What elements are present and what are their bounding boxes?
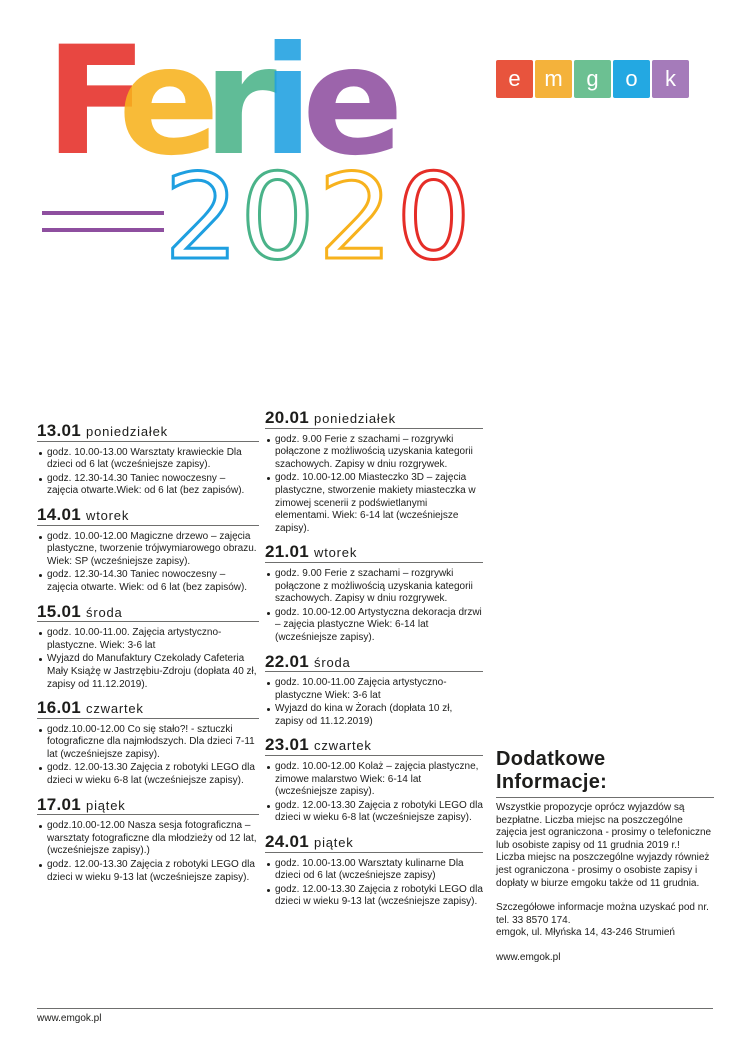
info-heading: Dodatkowe Informacje: bbox=[496, 748, 714, 798]
event-list bbox=[37, 724, 259, 788]
day-date: 24.01 bbox=[265, 832, 310, 852]
day-block bbox=[37, 421, 259, 498]
year-digit: 2 bbox=[318, 148, 394, 280]
info-box bbox=[496, 748, 714, 977]
info-paragraph-2: Szczegółowe informacje można uzyskać pod nr. tel. 33 8570 174. emgok, ul. Młyńska 14, 43-246 Strumień bbox=[496, 902, 709, 939]
logo-tile-m: m bbox=[535, 60, 572, 98]
year-digit: 0 bbox=[396, 148, 472, 280]
day-block bbox=[265, 651, 483, 729]
event-item: godz. 10.00-13.00 Warsztaty krawieckie Dla dzieci od 6 lat (wcześniejsze zapisy). bbox=[37, 447, 259, 472]
event-item: godz. 12.30-14.30 Taniec nowoczesny – zajęcia otwarte.Wiek: od 6 lat (bez zapisów). bbox=[37, 473, 259, 498]
event-item: godz. 12.00-13.30 Zajęcia z robotyki LEGO dla dzieci w wieku 9-13 lat (wcześniejsze zapisy). bbox=[37, 859, 259, 884]
event-item: godz. 10.00-12.00 Artystyczna dekoracja drzwi – zajęcia plastyczne Wiek: 6-14 lat (wcześniejsze zapisy). bbox=[265, 607, 483, 645]
day-header bbox=[265, 735, 483, 756]
day-date: 16.01 bbox=[37, 698, 82, 718]
event-list bbox=[37, 820, 259, 884]
event-list bbox=[265, 858, 483, 909]
day-header bbox=[265, 408, 483, 429]
day-header bbox=[37, 421, 259, 442]
info-website-link[interactable]: www.emgok.pl bbox=[496, 951, 561, 963]
day-date: 15.01 bbox=[37, 601, 82, 621]
title-letter: F bbox=[45, 15, 148, 189]
day-block bbox=[265, 542, 483, 644]
event-item: godz. 12.00-13.30 Zajęcia z robotyki LEGO dla dzieci w wieku 6-8 lat (wcześniejsze zapisy). bbox=[37, 762, 259, 787]
day-weekday: środa bbox=[314, 654, 351, 670]
day-weekday: poniedziałek bbox=[314, 411, 396, 426]
event-item: godz. 12.30-14.30 Taniec nowoczesny – zajęcia otwarte. Wiek: od 6 lat (bez zapisów). bbox=[37, 569, 259, 594]
logo-tile-o: o bbox=[613, 60, 650, 98]
day-weekday: wtorek bbox=[314, 545, 358, 561]
day-block bbox=[265, 408, 483, 535]
event-list bbox=[37, 531, 259, 595]
info-paragraph-1: Wszystkie propozycje oprócz wyjazdów są bezpłatne. Liczba miejsc na poszczególne zajęcia jest ograniczona - prosimy o telefoniczne lub osobiste zapisy od 11 grudnia 2019 r.! Liczba miejsc na poszczególne wyjazdy również jest ograniczona - prosimy o osobiste zapisy i dopłaty w biurze emgoku także od 11 grudnia. bbox=[496, 802, 712, 889]
title-letter: i bbox=[262, 15, 314, 189]
year-digit: 2 bbox=[164, 148, 240, 280]
logo-tile-e: e bbox=[496, 60, 533, 98]
event-list bbox=[37, 627, 259, 691]
title-graphic bbox=[0, 0, 480, 280]
day-weekday: piątek bbox=[86, 797, 126, 813]
title-letter: e bbox=[302, 15, 404, 189]
event-item: godz.10.00-12.00 Co się stało?! - sztuczki fotograficzne dla najmłodszych. Dla dzieci 7-11 lat (wcześniejsze zapisy). bbox=[37, 724, 259, 762]
year-digit: 0 bbox=[240, 148, 316, 280]
day-weekday: środa bbox=[86, 604, 123, 620]
schedule-column-2 bbox=[265, 408, 483, 920]
day-date: 22.01 bbox=[265, 651, 310, 671]
day-date: 20.01 bbox=[265, 408, 310, 427]
event-item: godz. 10.00-12.00 Magiczne drzewo – zajęcia plastyczne, tworzenie trójwymiarowego obrazu. Wiek: SP (wcześniejsze zapisy). bbox=[37, 531, 259, 569]
day-header bbox=[37, 601, 259, 623]
day-header bbox=[37, 698, 259, 719]
event-item: godz. 10.00-12.00 Miasteczko 3D – zajęcia plastyczne, stworzenie makiety miasteczka w zimowej scenerii z podświetlanymi elementami. Wiek: 6-14 lat (wcześniejsze zapisy). bbox=[265, 472, 483, 535]
day-date: 17.01 bbox=[37, 794, 82, 814]
day-block bbox=[37, 601, 259, 692]
event-item: godz. 10.00-13.00 Warsztaty kulinarne Dla dzieci od 6 lat (wcześniejsze zapisy) bbox=[265, 858, 483, 883]
day-date: 14.01 bbox=[37, 504, 82, 524]
event-item: godz. 12.00-13.30 Zajęcia z robotyki LEGO dla dzieci w wieku 6-8 lat (wcześniejsze zapisy). bbox=[265, 800, 483, 825]
day-block bbox=[37, 698, 259, 788]
footer-divider bbox=[37, 1008, 713, 1009]
title-letter: e bbox=[118, 15, 220, 189]
day-date: 23.01 bbox=[265, 735, 310, 755]
event-list bbox=[37, 447, 259, 498]
logo-tile-k: k bbox=[652, 60, 689, 98]
event-list bbox=[265, 761, 483, 825]
event-item: godz. 10.00-11.00 Zajęcia artystyczno-plastyczne Wiek: 3-6 lat bbox=[265, 677, 483, 702]
day-weekday: piątek bbox=[314, 835, 354, 851]
day-weekday: czwartek bbox=[86, 701, 144, 717]
event-item: godz. 10.00-11.00. Zajęcia artystyczno-plastyczne. Wiek: 3-6 lat bbox=[37, 627, 259, 652]
day-block bbox=[37, 504, 259, 595]
day-header bbox=[37, 794, 259, 816]
event-item: godz.10.00-12.00 Nasza sesja fotograficzna – warsztaty fotograficzne dla młodzieży od 12 lat, (wcześniejsze zapisy).) bbox=[37, 820, 259, 858]
title-letter: r bbox=[203, 15, 277, 189]
day-date: 13.01 bbox=[37, 421, 82, 440]
event-list bbox=[265, 568, 483, 645]
event-item: Wyjazd do kina w Żorach (dopłata 10 zł, zapisy od 11.12.2019) bbox=[265, 703, 483, 728]
day-date: 21.01 bbox=[265, 542, 310, 562]
event-item: Wyjazd do Manufaktury Czekolady Cafeteria Mały Książę w Jastrzębiu-Zdroju (dopłata 40 zł, zapisy od 11.12.2019). bbox=[37, 653, 259, 691]
day-block bbox=[37, 794, 259, 885]
day-weekday: poniedziałek bbox=[86, 424, 168, 439]
event-item: godz. 12.00-13.30 Zajęcia z robotyki LEGO dla dzieci w wieku 9-13 lat (wcześniejsze zapisy). bbox=[265, 884, 483, 909]
day-header bbox=[37, 504, 259, 526]
day-block bbox=[265, 735, 483, 825]
day-weekday: wtorek bbox=[86, 507, 130, 523]
title-year bbox=[164, 148, 471, 280]
day-weekday: czwartek bbox=[314, 738, 372, 754]
footer-website-link[interactable]: www.emgok.pl bbox=[37, 1013, 102, 1024]
logo-tile-g: g bbox=[574, 60, 611, 98]
event-item: godz. 10.00-12.00 Kolaż – zajęcia plastyczne, zimowe malarstwo Wiek: 6-14 lat (wcześniejsze zapisy). bbox=[265, 761, 483, 799]
day-header bbox=[265, 832, 483, 853]
day-header bbox=[265, 542, 483, 563]
emgok-logo[interactable] bbox=[496, 60, 689, 98]
event-item: godz. 9.00 Ferie z szachami – rozgrywki połączone z możliwością uzyskania kategorii szachowych. Zapisy w dniu rozgrywek. bbox=[265, 568, 483, 606]
schedule-column-1 bbox=[37, 421, 259, 895]
event-list bbox=[265, 434, 483, 536]
day-block bbox=[265, 832, 483, 909]
day-header bbox=[265, 651, 483, 673]
event-list bbox=[265, 677, 483, 728]
event-item: godz. 9.00 Ferie z szachami – rozgrywki połączone z możliwością uzyskania kategorii szachowych. Zapisy w dniu rozgrywek. bbox=[265, 434, 483, 472]
